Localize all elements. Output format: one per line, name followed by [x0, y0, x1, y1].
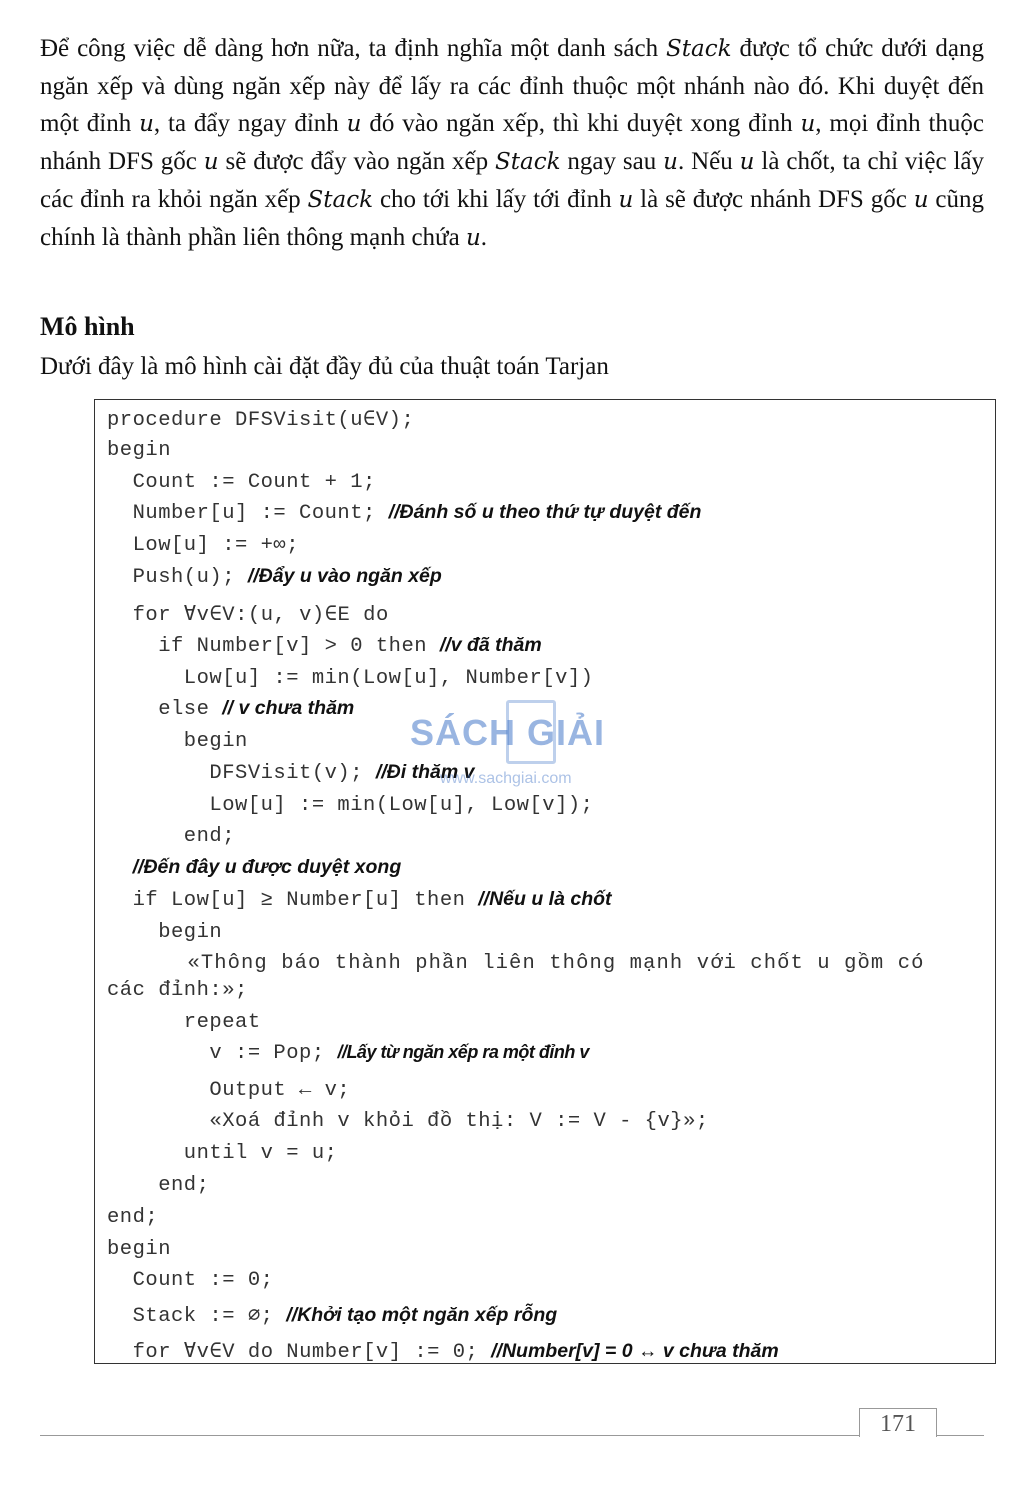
- code-text: Low[u] := min(Low[u], Low[v]);: [107, 794, 594, 817]
- text-run: đó vào ngăn xếp, thì khi duyệt xong đỉnh: [361, 110, 801, 137]
- code-text: end;: [107, 825, 236, 848]
- math-variable: u: [203, 149, 219, 175]
- code-text: begin: [107, 439, 172, 462]
- code-text: Number[u] := Count;: [107, 502, 389, 525]
- code-text: procedure DFSVisit(u∈V);: [107, 409, 415, 432]
- code-line: [107, 1141, 337, 1165]
- math-variable: u: [465, 225, 481, 251]
- math-variable: u: [800, 111, 816, 137]
- page-number-tab: [859, 1408, 937, 1437]
- code-text: end;: [107, 1174, 210, 1197]
- code-text: for ∀v∈V:(u, v)∈E do: [107, 604, 389, 627]
- code-line: [107, 406, 414, 432]
- text-run: cũng chính là thành phần liên thông mạnh chứa: [40, 186, 984, 251]
- code-line: [107, 888, 612, 912]
- code-line: [107, 1338, 779, 1364]
- math-variable: Stack: [666, 36, 732, 62]
- code-line: [107, 634, 542, 658]
- code-text: Low[u] := min(Low[u], Number[v]): [107, 667, 594, 690]
- code-line: [107, 1109, 709, 1133]
- code-text: begin: [107, 1238, 172, 1261]
- text-run: cho tới khi lấy tới đỉnh: [373, 186, 619, 213]
- code-text: until v = u;: [107, 1142, 338, 1165]
- code-line: [107, 1010, 261, 1034]
- code-text: DFSVisit(v);: [107, 762, 376, 785]
- code-line: [107, 793, 593, 817]
- text-run: là chốt, ta chỉ việc lấy các đỉnh ra khỏi ngăn xếp: [40, 148, 985, 213]
- code-line: [107, 1042, 589, 1065]
- text-run: sẽ được đẩy vào ngăn xếp: [218, 148, 495, 175]
- code-line: [107, 1237, 171, 1261]
- math-variable: u: [618, 187, 634, 213]
- code-comment: // v chưa thăm: [222, 697, 355, 719]
- code-line: [107, 761, 474, 785]
- intro-text: Dưới đây là mô hình cài đặt đầy đủ của thuật toán Tarjan: [40, 353, 609, 380]
- math-variable: u: [739, 149, 755, 175]
- math-variable: u: [346, 111, 362, 137]
- code-line: [107, 697, 354, 721]
- text-run: , ta đẩy ngay đỉnh: [153, 110, 347, 137]
- code-comment: //Đến đây u được duyệt xong: [132, 856, 402, 878]
- code-comment: //Đánh số u theo thứ tự duyệt đến: [388, 501, 702, 523]
- body-paragraph: [40, 30, 984, 257]
- math-variable: u: [139, 111, 154, 137]
- code-text: else: [107, 698, 223, 721]
- code-text: begin: [107, 730, 248, 753]
- code-text: begin: [107, 921, 223, 944]
- code-comment: //Number[v] = 0 ↔ v chưa thăm: [491, 1340, 779, 1362]
- code-line: [107, 1173, 209, 1197]
- page-number: 171: [880, 1411, 916, 1437]
- code-line: [107, 951, 925, 975]
- code-text: [107, 857, 133, 880]
- code-line: [107, 601, 389, 627]
- text-run: ngay sau: [560, 148, 664, 175]
- code-text: «Xoá đỉnh v khỏi đồ thị: V := V - {v}»;: [107, 1110, 709, 1133]
- code-line: [107, 1268, 273, 1292]
- code-line: [107, 666, 593, 690]
- code-text: Stack := ∅;: [107, 1305, 287, 1328]
- footer-rule: [40, 1435, 984, 1436]
- code-comment: //Lấy từ ngăn xếp ra một đỉnh v: [337, 1042, 589, 1062]
- code-text: Push(u);: [107, 566, 248, 589]
- code-line: [107, 533, 299, 557]
- text-run: Để công việc dễ dàng hơn nữa, ta định nghĩa một danh sách: [40, 35, 667, 62]
- text-run: là sẽ được nhánh DFS gốc: [633, 186, 914, 213]
- code-comment: //Đi thăm v: [375, 761, 475, 783]
- code-text: Output ← v;: [107, 1079, 351, 1102]
- code-line: [107, 1302, 557, 1328]
- code-line: [107, 438, 171, 462]
- code-line: [107, 1078, 350, 1102]
- code-text: if Number[v] > 0 then: [107, 635, 440, 658]
- watermark-text: SÁCH GIẢI: [410, 712, 606, 753]
- code-text: if Low[u] ≥ Number[u] then: [107, 889, 479, 912]
- text-run: được tổ chức dưới dạng ngăn xếp và dùng ngăn xếp này để lấy ra các đỉnh thuộc một nhánh nào đó. Khi duyệt đến một đỉnh: [40, 35, 984, 137]
- code-text: Low[u] := +∞;: [107, 534, 300, 557]
- code-text: các đỉnh:»;: [107, 979, 248, 1002]
- code-line: [107, 470, 376, 494]
- text-run: . Nếu: [677, 148, 740, 175]
- code-comment: //Đẩy u vào ngăn xếp: [247, 565, 442, 587]
- code-text: repeat: [107, 1011, 261, 1034]
- watermark-url: www.sachgiai.com: [440, 770, 572, 787]
- code-comment: //Nếu u là chốt: [478, 888, 612, 910]
- code-line: [107, 824, 235, 848]
- code-text: end;: [107, 1206, 159, 1229]
- code-line: [107, 501, 701, 525]
- code-text: for ∀v∈V do Number[v] := 0;: [107, 1341, 492, 1364]
- math-variable: Stack: [494, 149, 561, 175]
- code-line: [107, 920, 222, 944]
- code-text: «Thông báo thành phần liên thông mạnh với chốt u gồm có: [107, 952, 925, 975]
- code-text: v := Pop;: [107, 1042, 338, 1065]
- code-text: Count := Count + 1;: [107, 471, 376, 494]
- code-line: [107, 856, 401, 880]
- code-line: [107, 1205, 158, 1229]
- text-run: .: [480, 224, 488, 251]
- code-comment: //v đã thăm: [439, 634, 542, 656]
- section-heading: Mô hình: [40, 312, 135, 341]
- code-line: [107, 729, 248, 753]
- math-variable: u: [913, 187, 929, 213]
- code-comment: //Khởi tạo một ngăn xếp rỗng: [286, 1304, 558, 1326]
- math-variable: Stack: [307, 187, 374, 213]
- code-line: [107, 565, 442, 589]
- math-variable: u: [663, 149, 678, 175]
- code-text: Count := 0;: [107, 1269, 274, 1292]
- text-run: , mọi đỉnh thuộc nhánh DFS gốc: [40, 110, 984, 175]
- code-block: [94, 399, 996, 1364]
- code-line: [107, 978, 248, 1002]
